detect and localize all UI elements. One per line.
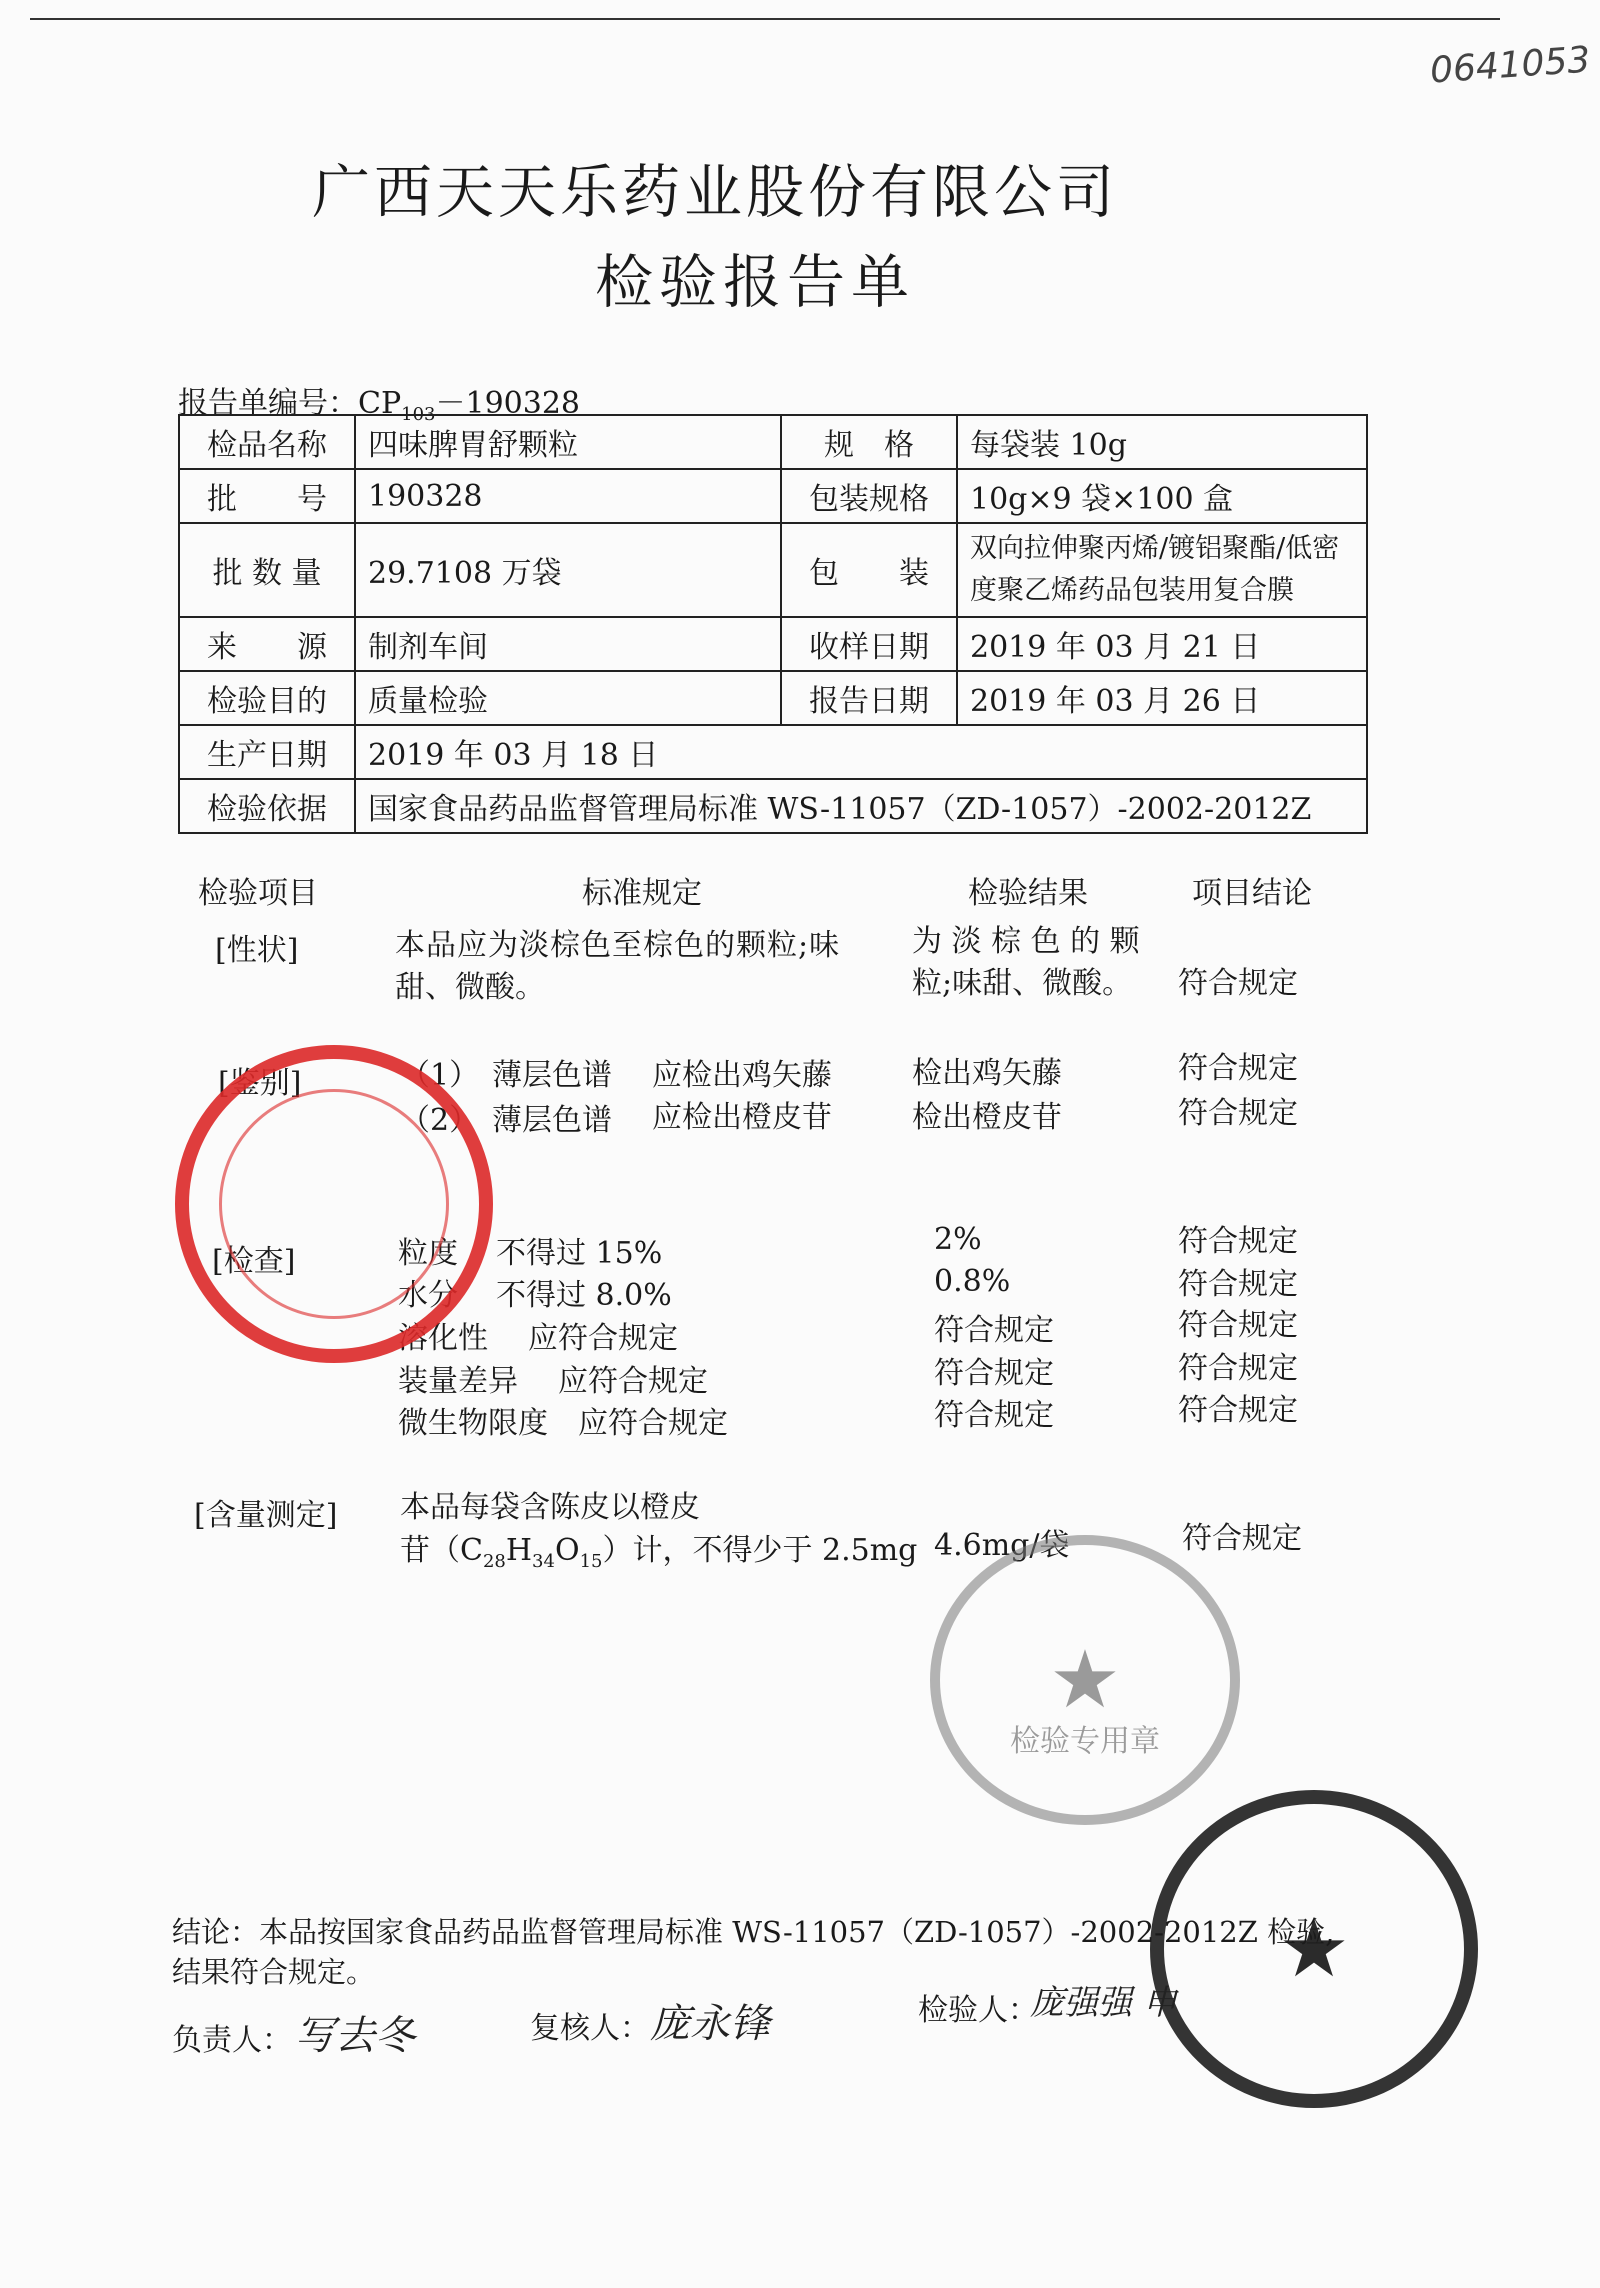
- character-result-line2: 粒;味甜、微酸。: [912, 966, 1133, 1001]
- batch-qty-label: 批 数 量: [179, 523, 355, 617]
- batch-value: 190328: [355, 469, 781, 523]
- prod-date-label: 生产日期: [179, 725, 355, 779]
- inspection-conclusion: 符合规定: [1178, 1224, 1298, 1259]
- inspection-conclusion: 符合规定: [1178, 1267, 1298, 1302]
- red-seal-inner-ring: [219, 1089, 449, 1319]
- inspection-standard: 应符合规定: [558, 1364, 708, 1399]
- sample-date-label: 收样日期: [781, 617, 957, 671]
- spec-label: 规 格: [781, 415, 957, 469]
- inspection-standard: 应符合规定: [578, 1406, 728, 1441]
- identification-result: 检出鸡矢藤: [912, 1056, 1062, 1091]
- inspector-label: 检验人：: [918, 1993, 1038, 2028]
- character-conclusion: 符合规定: [1178, 966, 1298, 1001]
- assay-formula-sub: 34: [532, 1551, 555, 1572]
- inspection-conclusion: 符合规定: [1178, 1393, 1298, 1428]
- inspection-item: 溶化性: [398, 1321, 488, 1356]
- identification-no: （1）: [400, 1058, 480, 1093]
- assay-formula-sub: 15: [579, 1551, 603, 1572]
- character-result-line1: 为 淡 棕 色 的 颗: [912, 924, 1140, 959]
- responsible-label: 负责人：: [172, 2023, 292, 2058]
- inspection-item: 粒度: [398, 1236, 458, 1271]
- star-icon: ★: [1049, 1633, 1121, 1726]
- info-row: [179, 415, 1367, 469]
- product-label: 检品名称: [179, 415, 355, 469]
- packaging-label: 包 装: [781, 523, 957, 617]
- conclusion-line2: 结果符合规定。: [172, 1955, 376, 1989]
- info-row: [179, 469, 1367, 523]
- inspector-signature: 庞强强 申: [1030, 1983, 1177, 2023]
- identification-result: 检出橙皮苷: [912, 1100, 1062, 1135]
- identification-conclusion: 符合规定: [1178, 1096, 1298, 1131]
- report-date-label: 报告日期: [781, 671, 957, 725]
- inspection-conclusion: 符合规定: [1178, 1308, 1298, 1343]
- info-row: [179, 523, 1367, 617]
- assay-formula-part: O: [554, 1533, 580, 1568]
- inspection-item: 微生物限度: [398, 1406, 548, 1441]
- document-title: 检验报告单: [594, 248, 915, 316]
- inspection-label: [检查]: [212, 1244, 296, 1279]
- assay-conclusion: 符合规定: [1182, 1521, 1302, 1556]
- company-name: 广西天天乐药业股份有限公司: [311, 158, 1118, 226]
- report-number-sub: 103: [401, 404, 436, 425]
- inspection-result: 符合规定: [934, 1356, 1054, 1391]
- basis-label: 检验依据: [179, 779, 355, 833]
- identification-label: [鉴别]: [218, 1066, 302, 1101]
- assay-label: [含量测定]: [194, 1498, 338, 1533]
- inspection-result: 符合规定: [934, 1313, 1054, 1348]
- info-row: [179, 779, 1367, 833]
- character-standard-line1: 本品应为淡棕色至棕色的颗粒;味: [395, 928, 841, 963]
- identification-standard: 应检出橙皮苷: [652, 1100, 832, 1135]
- purpose-value: 质量检验: [355, 671, 781, 725]
- assay-result: 4.6mg/袋: [934, 1528, 1070, 1563]
- info-row: [179, 617, 1367, 671]
- source-label: 来 源: [179, 617, 355, 671]
- spec-value: 每袋装 10g: [957, 415, 1367, 469]
- inspection-result: 2%: [934, 1222, 982, 1257]
- info-row: [179, 671, 1367, 725]
- inspection-standard: 应符合规定: [528, 1321, 678, 1356]
- batch-label: 批 号: [179, 469, 355, 523]
- gray-company-seal: [930, 1535, 1240, 1825]
- star-icon: ★: [1278, 1902, 1350, 1995]
- inspection-standard: 不得过 15%: [496, 1236, 663, 1271]
- conclusion-line1: 结论：本品按国家食品药品监督管理局标准 WS-11057（ZD-1057）-2002-2012Z 检验,: [172, 1915, 1335, 1949]
- sample-date-value: 2019 年 03 月 21 日: [957, 617, 1367, 671]
- inspection-standard: 不得过 8.0%: [496, 1278, 672, 1313]
- inspection-item: 装量差异: [398, 1364, 518, 1399]
- header-conclusion: 项目结论: [1192, 876, 1312, 911]
- batch-qty-value: 29.7108 万袋: [355, 523, 781, 617]
- inspection-item: 水分: [398, 1278, 458, 1313]
- header-standard: 标准规定: [582, 876, 702, 911]
- gray-seal-label: 检验专用章: [1010, 1724, 1160, 1759]
- assay-standard-line2: [400, 1525, 917, 1572]
- pack-spec-label: 包装规格: [781, 469, 957, 523]
- prod-date-value: 2019 年 03 月 18 日: [355, 725, 1367, 779]
- inspection-result: 0.8%: [934, 1264, 1011, 1299]
- product-value: 四味脾胃舒颗粒: [355, 415, 781, 469]
- identification-method: 薄层色谱: [492, 1058, 612, 1093]
- top-rule: [30, 18, 1500, 20]
- pack-spec-value: 10g×9 袋×100 盒: [957, 469, 1367, 523]
- character-label: [性状]: [215, 933, 299, 968]
- source-value: 制剂车间: [355, 617, 781, 671]
- report-date-value: 2019 年 03 月 26 日: [957, 671, 1367, 725]
- assay-formula-sub: 28: [482, 1551, 506, 1572]
- responsible-signature: 写去冬: [295, 2013, 415, 2059]
- header-item: 检验项目: [198, 876, 318, 911]
- inspection-conclusion: 符合规定: [1178, 1351, 1298, 1386]
- header-result: 检验结果: [968, 876, 1088, 911]
- basis-value: 国家食品药品监督管理局标准 WS-11057（ZD-1057）-2002-2012Z: [355, 779, 1367, 833]
- red-inspection-seal: [175, 1045, 493, 1363]
- character-standard-line2: 甜、微酸。: [395, 970, 545, 1005]
- report-number-prefix: CP: [358, 386, 402, 421]
- packaging-value: 双向拉伸聚丙烯/镀铝聚酯/低密度聚乙烯药品包装用复合膜: [957, 523, 1367, 617]
- identification-no: （2）: [400, 1103, 480, 1138]
- handwritten-number: 0641053: [1428, 39, 1592, 92]
- identification-conclusion: 符合规定: [1178, 1051, 1298, 1086]
- assay-formula-part: 苷（C: [400, 1533, 483, 1568]
- reviewer-label: 复核人：: [530, 2011, 650, 2046]
- assay-formula-part: ）计，不得少于 2.5mg: [602, 1533, 918, 1568]
- info-table: [178, 414, 1368, 834]
- purpose-label: 检验目的: [179, 671, 355, 725]
- identification-standard: 应检出鸡矢藤: [652, 1058, 832, 1093]
- assay-standard-line1: 本品每袋含陈皮以橙皮: [400, 1490, 700, 1525]
- report-number-label: 报告单编号：: [178, 386, 358, 421]
- info-row: [179, 725, 1367, 779]
- identification-method: 薄层色谱: [492, 1103, 612, 1138]
- inspection-result: 符合规定: [934, 1398, 1054, 1433]
- assay-formula-part: H: [505, 1533, 533, 1568]
- reviewer-signature: 庞永锋: [650, 2001, 770, 2047]
- report-number-suffix: －190328: [435, 386, 581, 421]
